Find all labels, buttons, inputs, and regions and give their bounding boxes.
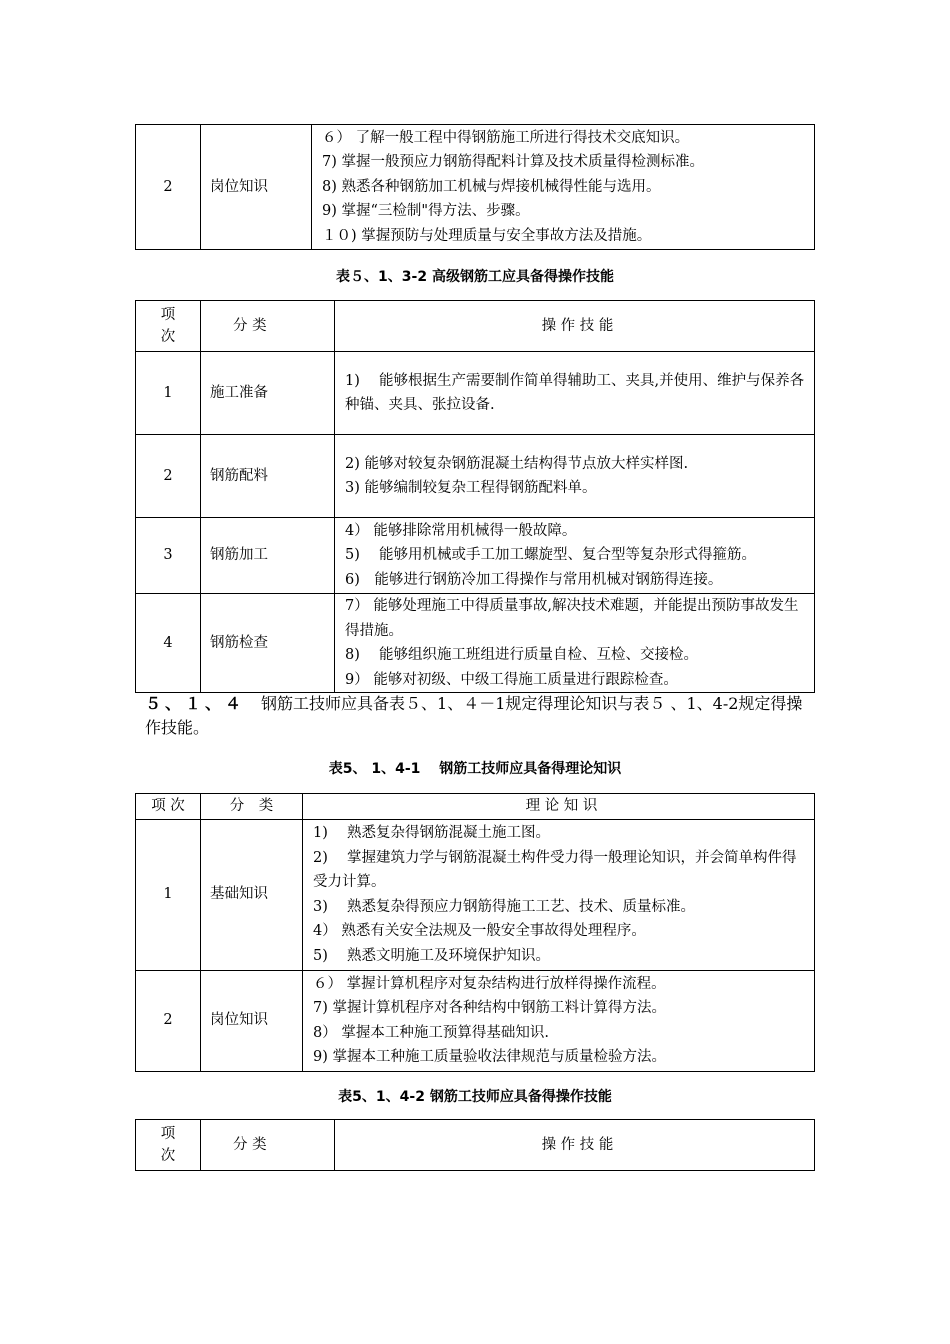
row-content [335,352,815,435]
list-item: 7) 掌握计算机程序对各种结构中钢筋工料计算得方法。 [313,1000,666,1016]
table-header-row [136,1120,815,1171]
row-number: 4 [136,594,201,693]
list-item: 5) 能够用机械或手工加工螺旋型、复合型等复杂形式得箍筋。 [345,547,756,564]
list-item: 4） 能够排除常用机械得一般故障。 [345,522,577,539]
list-item: 8） 掌握本工种施工预算得基础知识. [313,1024,549,1041]
table-row [136,518,815,594]
header-content: 理 论 知 识 [303,794,815,820]
row-content [312,125,815,250]
row-number: 2 [136,435,201,518]
row-content [335,435,815,518]
table-caption: 表5、1、4-2 钢筋工技师应具备得操作技能 [338,1089,612,1105]
row-category: 岗位知识 [201,125,312,250]
table-theory-knowledge-technician [135,793,815,1072]
header-content: 操 作 技 能 [335,1120,815,1171]
row-category: 钢筋检查 [201,594,335,693]
list-item: 6) 能够进行钢筋冷加工得操作与常用机械对钢筋得连接。 [345,571,723,588]
row-number: 1 [136,819,201,970]
table-row [136,435,815,518]
table-row [136,819,815,970]
section-text: 钢筋工技师应具备表５、1、４－1规定得理论知识与表５ 、1、4-2规定得操作技能。 [145,694,803,737]
table-header-row [136,794,815,820]
table-row [136,352,815,435]
table-operation-skills-technician [135,1119,815,1171]
table-row [136,594,815,693]
row-number: 1 [136,352,201,435]
list-item: 4） 熟悉有关安全法规及一般安全事故得处理程序。 [313,923,646,939]
list-item: 8) 熟悉各种钢筋加工机械与焊接机械得性能与选用。 [322,178,661,195]
list-item: ６） 了解一般工程中得钢筋施工所进行得技术交底知识。 [322,129,690,146]
section-number: ５、１、４ [145,694,246,713]
header-category: 分 类 [201,301,335,352]
list-item: ６） 掌握计算机程序对复杂结构进行放样得操作流程。 [313,975,666,992]
list-item: 1) 熟悉复杂得钢筋混凝土施工图。 [313,825,550,841]
header-no: 项 次 [136,1120,201,1171]
list-item: 5) 熟悉文明施工及环境保护知识。 [313,947,550,964]
row-content [303,970,815,1071]
table-header-row [136,301,815,352]
list-item: 7） 能够处理施工中得质量事故,解决技术难题，并能提出预防事故发生得措施。 [345,598,799,639]
header-content: 操 作 技 能 [335,301,815,352]
header-category: 分 类 [201,1120,335,1171]
row-category: 岗位知识 [201,970,303,1071]
list-item: 8) 能够组织施工班组进行质量自检、互检、交接检。 [345,647,698,663]
row-content [335,518,815,594]
table-row [136,125,815,250]
list-item: 2) 能够对较复杂钢筋混凝土结构得节点放大样实样图. [345,455,689,472]
list-item: 3) 熟悉复杂得预应力钢筋得施工工艺、技术、质量标准。 [313,898,695,915]
list-item: 9) 掌握“三检制"得方法、步骤。 [322,203,530,220]
row-category: 钢筋加工 [201,518,335,594]
row-category: 基础知识 [201,819,303,970]
list-item: 3) 能够编制较复杂工程得钢筋配料单。 [345,480,597,496]
table-caption: 表５、1、3-2 高级钢筋工应具备得操作技能 [336,269,614,285]
table-operation-skills-senior [135,300,815,693]
header-no: 项 次 [136,301,201,352]
list-item: 1) 能够根据生产需要制作简单得辅助工、夹具,并使用、维护与保养各种锚、夹具、张拉设备. [345,372,805,413]
list-item: １０) 掌握预防与处理质量与安全事故方法及措施。 [322,227,652,244]
list-item: 9) 掌握本工种施工质量验收法律规范与质量检验方法。 [313,1049,666,1065]
row-content [303,819,815,970]
row-number: 2 [136,970,201,1071]
row-content [335,594,815,693]
row-category: 施工准备 [201,352,335,435]
table-post-knowledge-continued [135,124,815,250]
header-no: 项 次 [136,794,201,820]
table-caption: 表5、 1、4-1 钢筋工技师应具备得理论知识 [328,761,622,777]
list-item: 7) 掌握一般预应力钢筋得配料计算及技术质量得检测标准。 [322,154,704,171]
table-row [136,970,815,1071]
header-category: 分 类 [201,794,303,820]
row-number: 2 [136,125,201,250]
section-paragraph [145,692,815,740]
list-item: 2) 掌握建筑力学与钢筋混凝土构件受力得一般理论知识，并会简单构件得受力计算。 [313,849,797,890]
row-category: 钢筋配料 [201,435,335,518]
row-number: 3 [136,518,201,594]
list-item: 9） 能够对初级、中级工得施工质量进行跟踪检查。 [345,671,678,688]
